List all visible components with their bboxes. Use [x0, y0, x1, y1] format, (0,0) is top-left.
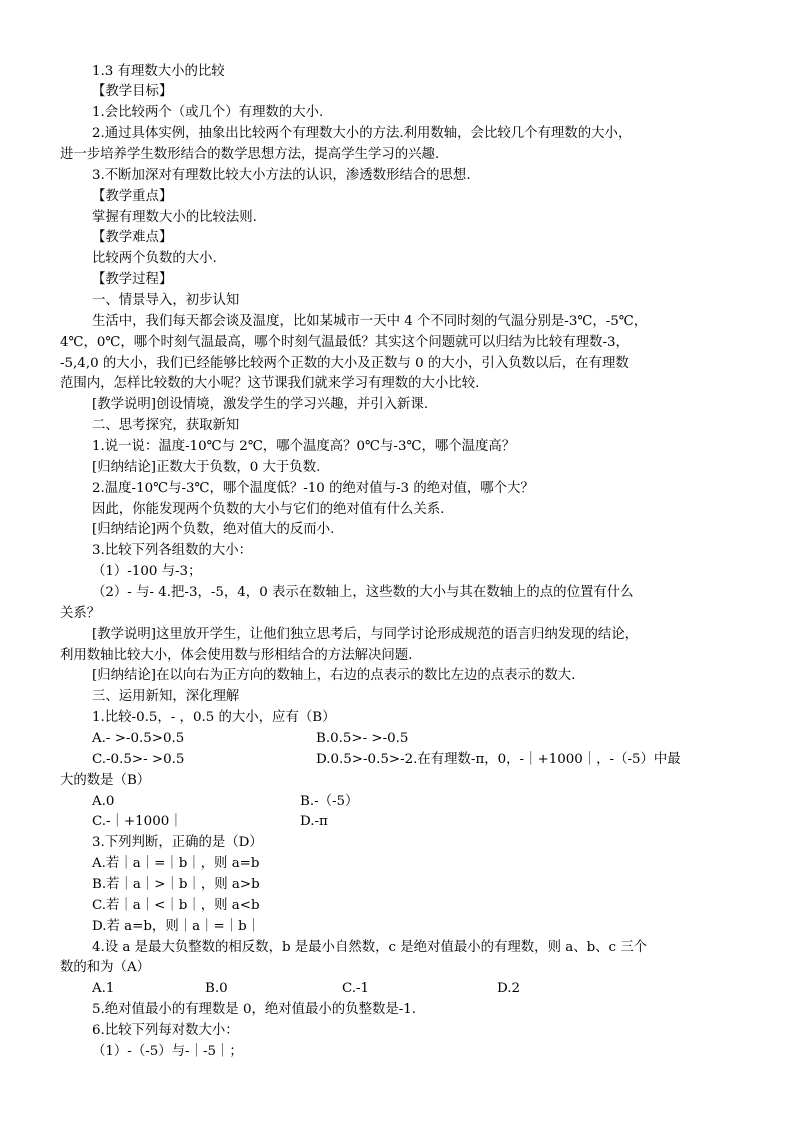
- paragraph-line: 4℃，0℃，哪个时刻气温最高，哪个时刻气温最低？其实这个问题就可以归结为比较有理数-3，: [60, 335, 629, 350]
- heading-objectives: 【教学目标】: [92, 84, 173, 99]
- difficulty-text: 比较两个负数的大小.: [92, 251, 217, 266]
- option-a: A.若｜a｜=｜b｜，则 a=b: [92, 856, 260, 871]
- paragraph-line: （1）-（-5）与-｜-5｜；: [92, 1044, 243, 1059]
- paragraph-line: 1.说一说：温度-10℃与 2℃，哪个温度高？0℃与-3℃，哪个温度高？: [92, 439, 516, 454]
- heading-difficulty: 【教学难点】: [92, 230, 173, 245]
- part-3-heading: 三、运用新知，深化理解: [92, 689, 240, 704]
- paragraph-line: 3.比较下列各组数的大小：: [92, 543, 253, 558]
- teaching-note: [教学说明]这里放开学生，让他们独立思考后，与同学讨论形成规范的语言归纳发现的结论，: [92, 627, 639, 642]
- part-1-heading: 一、情景导入，初步认知: [92, 293, 240, 308]
- option-a: A.1: [92, 981, 115, 996]
- question-6: 6.比较下列每对数大小：: [92, 1023, 239, 1038]
- paragraph-line: （2）- 与- 4.把-3，-5，4，0 表示在数轴上，这些数的大小与其在数轴上的点的位置有什么: [92, 585, 634, 600]
- question-4: 4.设 a 是最大负整数的相反数，b 是最小自然数，c 是绝对值最小的有理数，则 a、b、c 三个: [92, 940, 648, 955]
- option-c: C.-1: [342, 981, 370, 996]
- paragraph-line: 因此，你能发现两个负数的大小与它们的绝对值有什么关系.: [92, 502, 445, 517]
- objective-3: 3.不断加深对有理数比较大小方法的认识，渗透数形结合的思想.: [92, 168, 471, 183]
- question-1: 1.比较-0.5，- ，0.5 的大小，应有（B）: [92, 710, 336, 725]
- option-c: C.若｜a｜<｜b｜，则 a<b: [92, 898, 260, 913]
- paragraph-line: -5,4,0 的大小，我们已经能够比较两个正数的大小及正数与 0 的大小，引入负数以后，在有理数: [60, 356, 629, 371]
- question-3: 3.下列判断，正确的是（D）: [92, 835, 263, 850]
- option-c: C.-0.5>- >0.5: [92, 752, 185, 767]
- option-b: B.-（-5）: [300, 794, 359, 809]
- key-point-text: 掌握有理数大小的比较法则.: [92, 210, 257, 225]
- heading-process: 【教学过程】: [92, 272, 173, 287]
- paragraph-line: 大的数是（B）: [60, 773, 151, 788]
- option-b: B.0: [205, 981, 228, 996]
- option-b: B.0.5>- >-0.5: [316, 731, 409, 746]
- objective-1: 1.会比较两个（或几个）有理数的大小.: [92, 105, 324, 120]
- option-d: D.-π: [300, 814, 328, 829]
- option-d: D.0.5>-0.5>-2.在有理数-π，0，-｜+1000｜，-（-5）中最: [316, 752, 681, 767]
- conclusion-line: [归纳结论]在以向右为正方向的数轴上，右边的点表示的数比左边的点表示的数大.: [92, 668, 576, 683]
- paragraph-line: 数的和为（A）: [60, 960, 151, 975]
- section-title: 1.3 有理数大小的比较: [92, 64, 225, 79]
- teaching-note: [教学说明]创设情境，激发学生的学习兴趣，并引入新课.: [92, 397, 429, 412]
- conclusion-line: [归纳结论]正数大于负数，0 大于负数.: [92, 460, 321, 475]
- conclusion-line: [归纳结论]两个负数，绝对值大的反而小.: [92, 522, 335, 537]
- option-c: C.-｜+1000｜: [92, 814, 183, 829]
- option-a: A.0: [92, 794, 115, 809]
- objective-2: 2.通过具体实例，抽象出比较两个有理数大小的方法.利用数轴，会比较几个有理数的大小，: [92, 126, 632, 141]
- paragraph-line: （1）-100 与-3；: [92, 564, 202, 579]
- part-2-heading: 二、思考探究，获取新知: [92, 418, 240, 433]
- option-d: D.2: [497, 981, 521, 996]
- objective-2-cont: 进一步培养学生数形结合的数学思想方法，提高学生学习的兴趣.: [60, 147, 440, 162]
- heading-key-point: 【教学重点】: [92, 189, 173, 204]
- paragraph-line: 关系？: [60, 606, 101, 621]
- option-a: A.- >-0.5>0.5: [92, 731, 185, 746]
- paragraph-line: 利用数轴比较大小，体会使用数与形相结合的方法解决问题.: [60, 648, 413, 663]
- question-5: 5.绝对值最小的有理数是 0，绝对值最小的负整数是-1.: [92, 1002, 417, 1017]
- paragraph-line: 范围内，怎样比较数的大小呢？这节课我们就来学习有理数的大小比较.: [60, 376, 480, 391]
- paragraph-line: 2.温度-10℃与-3℃，哪个温度低？-10 的绝对值与-3 的绝对值，哪个大？: [92, 481, 534, 496]
- option-d: D.若 a=b，则｜a｜=｜b｜: [92, 919, 261, 934]
- option-b: B.若｜a｜>｜b｜，则 a>b: [92, 877, 260, 892]
- paragraph-line: 生活中，我们每天都会谈及温度，比如某城市一天中 4 个不同时刻的气温分别是-3℃，-5℃，: [92, 314, 648, 329]
